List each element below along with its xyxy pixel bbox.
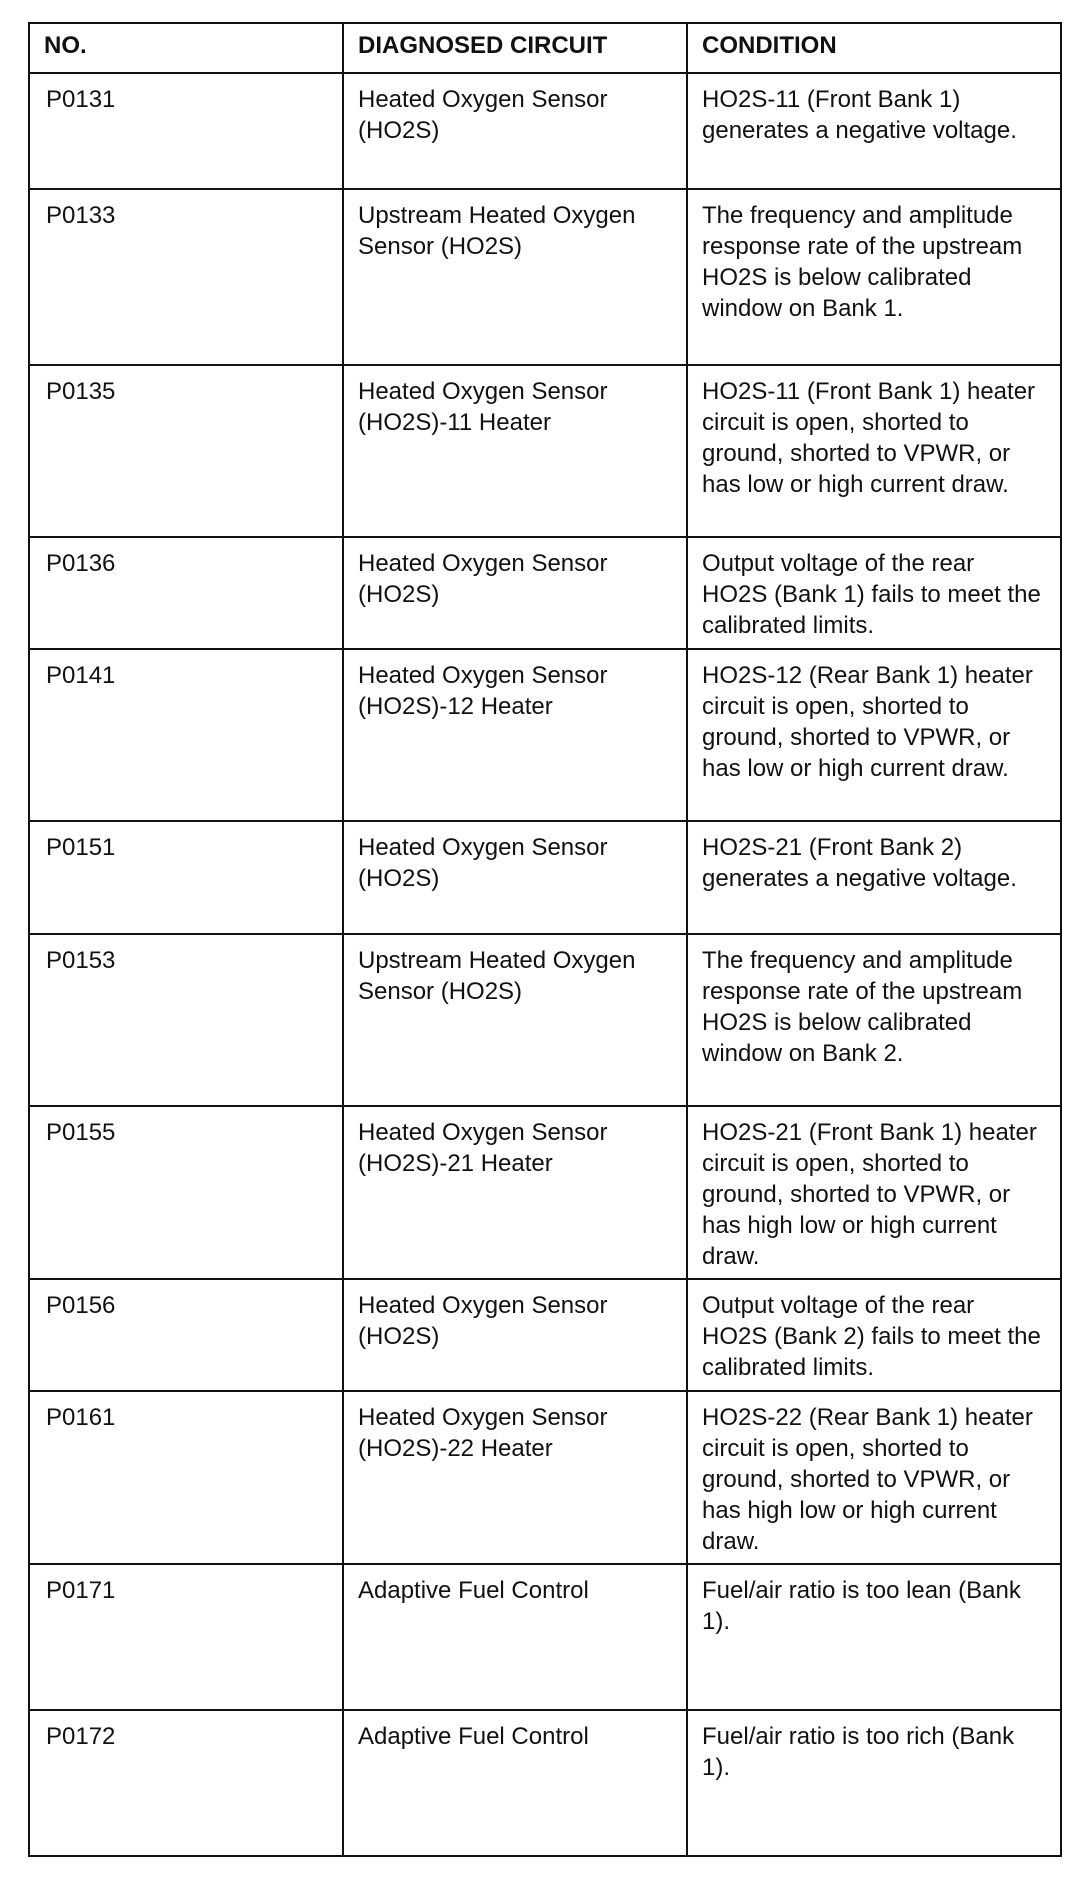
row-code: P0153 — [29, 934, 343, 1106]
row-code: P0172 — [29, 1710, 343, 1856]
row-condition: The frequency and amplitude response rate of the upstream HO2S is below calibrated window on Bank 1. — [687, 189, 1061, 365]
table-row — [29, 537, 1061, 649]
row-circuit: Heated Oxygen Sensor (HO2S)-12 Heater — [343, 649, 687, 821]
table-row — [29, 934, 1061, 1106]
row-circuit: Adaptive Fuel Control — [343, 1564, 687, 1710]
table-row — [29, 1564, 1061, 1710]
table-row — [29, 649, 1061, 821]
row-condition: HO2S-11 (Front Bank 1) heater circuit is open, shorted to ground, shorted to VPWR, or has low or high current draw. — [687, 365, 1061, 537]
table-row — [29, 189, 1061, 365]
header-diagnosed-circuit: DIAGNOSED CIRCUIT — [343, 23, 687, 73]
dtc-table — [28, 22, 1062, 1857]
row-code: P0135 — [29, 365, 343, 537]
row-code: P0141 — [29, 649, 343, 821]
row-circuit: Heated Oxygen Sensor (HO2S)-11 Heater — [343, 365, 687, 537]
row-code: P0155 — [29, 1106, 343, 1279]
table-row — [29, 73, 1061, 189]
row-condition: Output voltage of the rear HO2S (Bank 1) fails to meet the calibrated limits. — [687, 537, 1061, 649]
table-row — [29, 365, 1061, 537]
row-condition: HO2S-21 (Front Bank 2) generates a negative voltage. — [687, 821, 1061, 934]
row-condition: HO2S-12 (Rear Bank 1) heater circuit is open, shorted to ground, shorted to VPWR, or has low or high current draw. — [687, 649, 1061, 821]
row-circuit: Heated Oxygen Sensor (HO2S)-22 Heater — [343, 1391, 687, 1564]
header-no: NO. — [29, 23, 343, 73]
header-condition: CONDITION — [687, 23, 1061, 73]
row-condition: Fuel/air ratio is too lean (Bank 1). — [687, 1564, 1061, 1710]
row-code: P0151 — [29, 821, 343, 934]
row-code: P0156 — [29, 1279, 343, 1391]
row-code: P0161 — [29, 1391, 343, 1564]
row-code: P0136 — [29, 537, 343, 649]
row-condition: HO2S-21 (Front Bank 1) heater circuit is open, shorted to ground, shorted to VPWR, or has high low or high current draw. — [687, 1106, 1061, 1279]
table-header-row — [29, 23, 1061, 73]
table-row — [29, 1279, 1061, 1391]
row-circuit: Heated Oxygen Sensor (HO2S) — [343, 73, 687, 189]
row-code: P0171 — [29, 1564, 343, 1710]
row-circuit: Heated Oxygen Sensor (HO2S)-21 Heater — [343, 1106, 687, 1279]
row-condition: HO2S-11 (Front Bank 1) generates a negative voltage. — [687, 73, 1061, 189]
row-circuit: Upstream Heated Oxygen Sensor (HO2S) — [343, 934, 687, 1106]
row-condition: The frequency and amplitude response rate of the upstream HO2S is below calibrated window on Bank 2. — [687, 934, 1061, 1106]
row-circuit: Heated Oxygen Sensor (HO2S) — [343, 1279, 687, 1391]
row-circuit: Upstream Heated Oxygen Sensor (HO2S) — [343, 189, 687, 365]
table-row — [29, 821, 1061, 934]
row-condition: Fuel/air ratio is too rich (Bank 1). — [687, 1710, 1061, 1856]
table-row — [29, 1710, 1061, 1856]
row-circuit: Heated Oxygen Sensor (HO2S) — [343, 821, 687, 934]
row-code: P0131 — [29, 73, 343, 189]
row-circuit: Adaptive Fuel Control — [343, 1710, 687, 1856]
row-code: P0133 — [29, 189, 343, 365]
row-circuit: Heated Oxygen Sensor (HO2S) — [343, 537, 687, 649]
row-condition: Output voltage of the rear HO2S (Bank 2) fails to meet the calibrated limits. — [687, 1279, 1061, 1391]
table-row — [29, 1391, 1061, 1564]
table-row — [29, 1106, 1061, 1279]
row-condition: HO2S-22 (Rear Bank 1) heater circuit is open, shorted to ground, shorted to VPWR, or has high low or high current draw. — [687, 1391, 1061, 1564]
